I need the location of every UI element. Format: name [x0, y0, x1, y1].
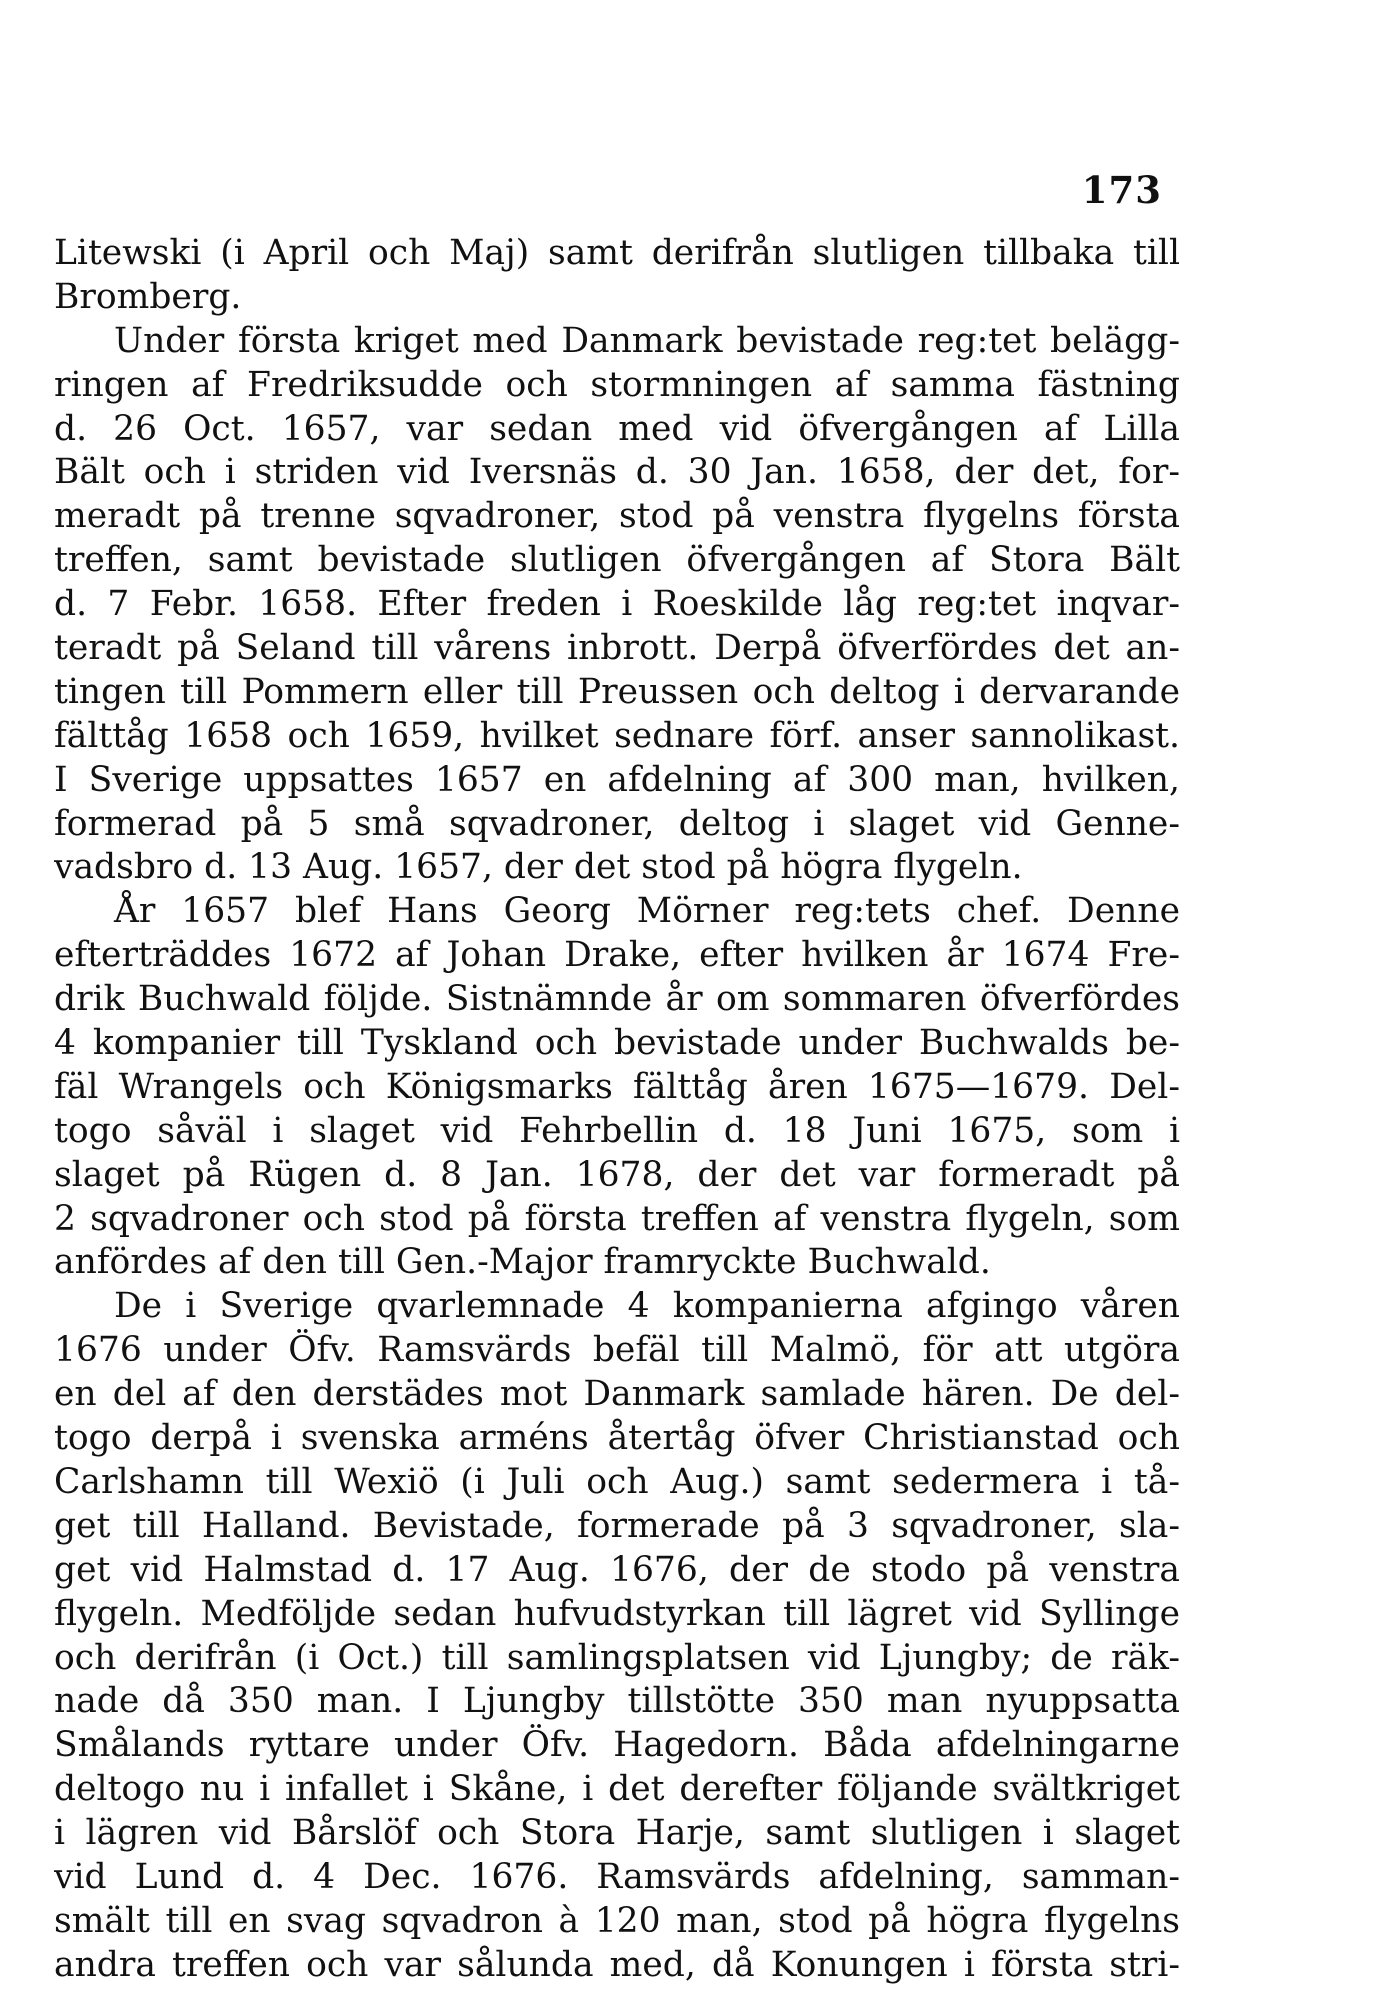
text-line: flygeln. Medföljde sedan hufvudstyrkan till lägret vid Syllinge — [54, 1593, 1180, 1634]
text-line: drik Buchwald följde. Sistnämnde år om sommaren öfverfördes — [54, 979, 1180, 1020]
text-line: 4 kompanier till Tyskland och bevistade under Buchwalds be- — [54, 1023, 1180, 1064]
text-line: treffen, samt bevistade slutligen öfvergången af Stora Bält — [54, 540, 1180, 581]
text-line: slaget på Rügen d. 8 Jan. 1678, der det var formeradt på — [54, 1154, 1180, 1195]
text-line: get vid Halmstad d. 17 Aug. 1676, der de stodo på venstra — [54, 1549, 1180, 1590]
text-line: get till Halland. Bevistade, formerade på 3 sqvadroner, sla- — [54, 1505, 1180, 1546]
body-text — [54, 232, 1180, 1988]
text-line: fäl Wrangels och Königsmarks fälttåg åren 1675—1679. Del- — [54, 1066, 1180, 1107]
text-line: Smålands ryttare under Öfv. Hagedorn. Båda afdelningarne — [54, 1725, 1180, 1766]
text-line: d. 26 Oct. 1657, var sedan med vid öfvergången af Lilla — [54, 408, 1180, 449]
text-line: tingen till Pommern eller till Preussen och deltog i dervarande — [54, 671, 1180, 712]
text-line: togo såväl i slaget vid Fehrbellin d. 18 Juni 1675, som i — [54, 1110, 1180, 1151]
text-line: Bält och i striden vid Iversnäs d. 30 Jan. 1658, der det, for- — [54, 452, 1180, 493]
text-line: anfördes af den till Gen.-Major framryckte Buchwald. — [54, 1242, 991, 1283]
text-line: d. 7 Febr. 1658. Efter freden i Roeskilde låg reg:tet inqvar- — [54, 584, 1180, 625]
text-line: teradt på Seland till vårens inbrott. Derpå öfverfördes det an- — [54, 628, 1180, 669]
text-line: Under första kriget med Danmark bevistade reg:tet belägg- — [114, 320, 1180, 361]
text-line: deltogo nu i infallet i Skåne, i det derefter följande svältkriget — [54, 1769, 1180, 1810]
text-line: fälttåg 1658 och 1659, hvilket sednare förf. anser sannolikast. — [54, 715, 1180, 756]
text-line: andra treffen och var sålunda med, då Konungen i första stri- — [54, 1944, 1180, 1985]
text-line: Carlshamn till Wexiö (i Juli och Aug.) samt sedermera i tå- — [54, 1461, 1180, 1502]
text-line: vid Lund d. 4 Dec. 1676. Ramsvärds afdelning, samman- — [54, 1856, 1180, 1897]
text-line: och derifrån (i Oct.) till samlingsplatsen vid Ljungby; de räk- — [54, 1637, 1180, 1678]
text-line: meradt på trenne sqvadroner, stod på venstra flygelns första — [54, 496, 1180, 537]
text-line: en del af den derstädes mot Danmark samlade hären. De del- — [54, 1374, 1180, 1415]
text-line: 2 sqvadroner och stod på första treffen af venstra flygeln, som — [54, 1198, 1180, 1239]
text-line: vadsbro d. 13 Aug. 1657, der det stod på högra flygeln. — [54, 847, 1023, 888]
text-line: i lägren vid Bårslöf och Stora Harje, samt slutligen i slaget — [54, 1813, 1180, 1854]
text-line: smält till en svag sqvadron à 120 man, stod på högra flygelns — [54, 1900, 1180, 1941]
page-number: 173 — [1081, 168, 1162, 212]
text-line: År 1657 blef Hans Georg Mörner reg:tets chef. Denne — [114, 891, 1180, 932]
text-line: 1676 under Öfv. Ramsvärds befäl till Malmö, för att utgöra — [54, 1330, 1180, 1371]
text-line: togo derpå i svenska arméns återtåg öfver Christianstad och — [54, 1418, 1180, 1459]
text-line: Bromberg. — [54, 276, 242, 317]
text-line: De i Sverige qvarlemnade 4 kompanierna afgingo våren — [114, 1286, 1180, 1327]
text-line: I Sverige uppsattes 1657 en afdelning af 300 man, hvilken, — [54, 759, 1180, 800]
text-line: nade då 350 man. I Ljungby tillstötte 350 man nyuppsatta — [54, 1681, 1180, 1722]
text-line: efterträddes 1672 af Johan Drake, efter hvilken år 1674 Fre- — [54, 935, 1180, 976]
text-line: formerad på 5 små sqvadroner, deltog i slaget vid Genne- — [54, 803, 1180, 844]
text-line: Litewski (i April och Maj) samt derifrån slutligen tillbaka till — [54, 233, 1180, 273]
text-line: ringen af Fredriksudde och stormningen af samma fästning — [54, 364, 1180, 405]
